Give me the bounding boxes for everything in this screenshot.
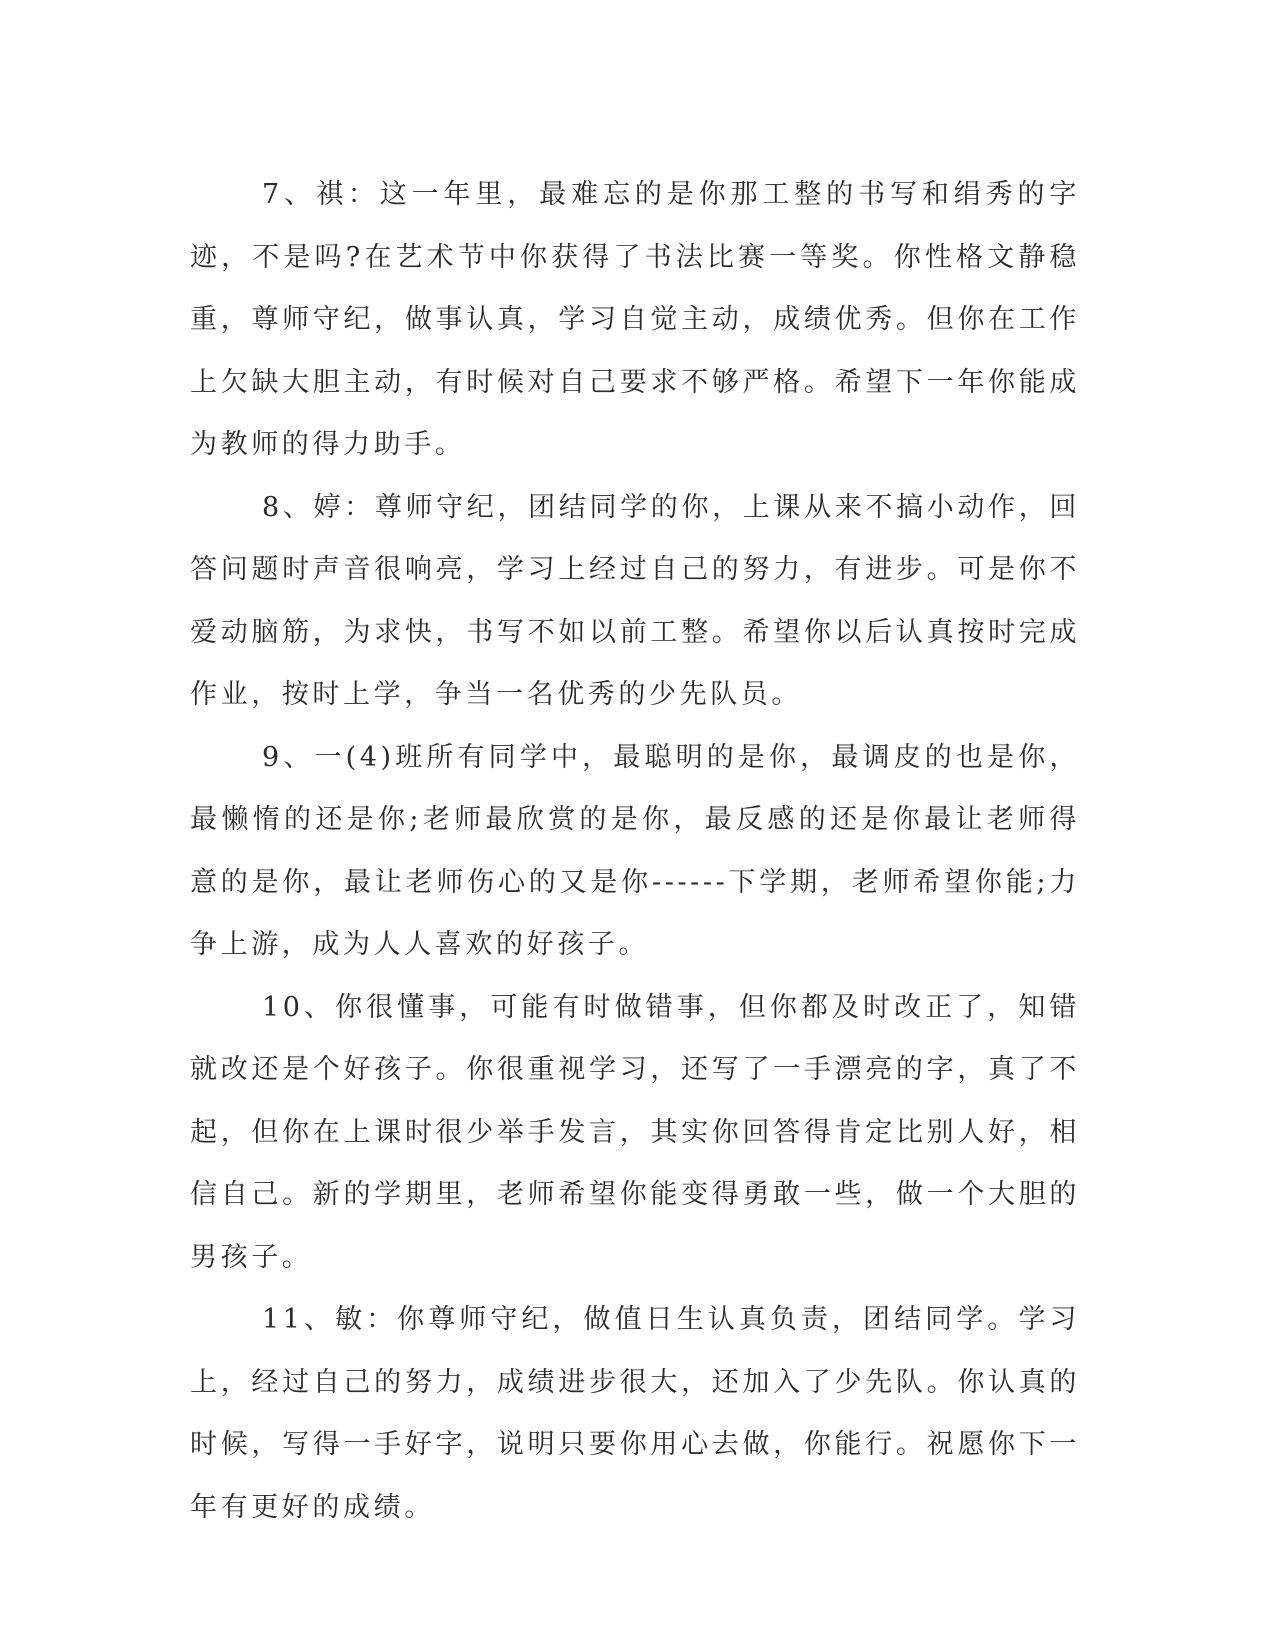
paragraph-9: 9、一(4)班所有同学中，最聪明的是你，最调皮的也是你，最懒惰的还是你;老师最欣赏的是你，最反感的还是你最让老师得意的是你，最让老师伤心的又是你------下学期，老师希望你能;力争上游，成为人人喜欢的好孩子。: [190, 741, 1080, 960]
paragraph-8: 8、婷：尊师守纪，团结同学的你，上课从来不搞小动作，回答问题时声音很响亮，学习上经过自己的努力，有进步。可是你不爱动脑筋，为求快，书写不如以前工整。希望你以后认真按时完成作业，按时上学，争当一名优秀的少先队员。: [190, 491, 1080, 710]
paragraph-7: 7、祺：这一年里，最难忘的是你那工整的书写和绢秀的字迹，不是吗?在艺术节中你获得了书法比赛一等奖。你性格文静稳重，尊师守纪，做事认真，学习自觉主动，成绩优秀。但你在工作上欠缺大胆主动，有时候对自己要求不够严格。希望下一年你能成为教师的得力助手。: [190, 179, 1080, 460]
paragraph-10: 10、你很懂事，可能有时做错事，但你都及时改正了，知错就改还是个好孩子。你很重视学习，还写了一手漂亮的字，真了不起，但你在上课时很少举手发言，其实你回答得肯定比别人好，相信自己。新的学期里，老师希望你能变得勇敢一些，做一个大胆的男孩子。: [190, 991, 1080, 1273]
paragraph-11: 11、敏：你尊师守纪，做值日生认真负责，团结同学。学习上，经过自己的努力，成绩进步很大，还加入了少先队。你认真的时候，写得一手好字，说明只要你用心去做，你能行。祝愿你下一年有更好的成绩。: [190, 1304, 1080, 1523]
document-body: [190, 164, 1080, 1539]
